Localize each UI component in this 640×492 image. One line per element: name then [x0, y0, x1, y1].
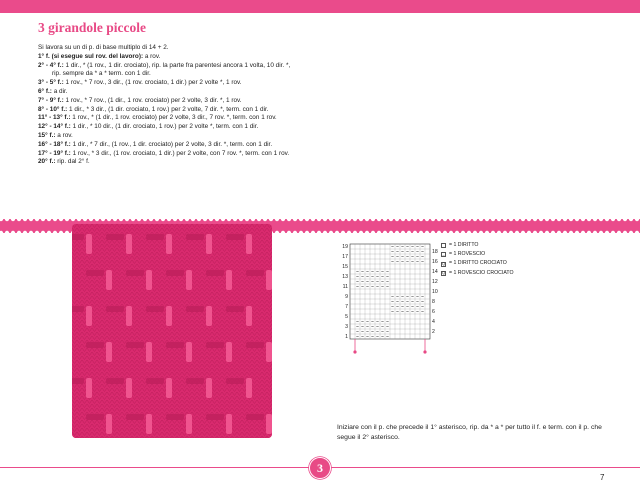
pattern-line: [38, 79, 458, 88]
knit-swatch-photo: [72, 224, 272, 438]
pattern-line: [38, 123, 458, 132]
row-text: rip. sempre da * a * term. con 1 dir.: [52, 70, 151, 78]
chart-row-number-right: 16: [432, 259, 438, 265]
row-text: 1 dir., * 7 dir., (1 rov., 1 dir. crociato) per 2 volte, 3 dir. *, term. con 1 dir.: [70, 140, 273, 148]
chart-row-number-left: 7: [345, 304, 348, 310]
pattern-line: [38, 114, 458, 123]
chart-row-number-right: 10: [432, 289, 438, 295]
pattern-line: [38, 158, 458, 167]
purl-stitch-icon: –: [442, 251, 445, 257]
row-text: 1 rov., * 7 rov., (1 dir., 1 rov. crociato) per 2 volte, 3 dir. *, 1 rov.: [63, 96, 242, 104]
pattern-line: [38, 132, 458, 141]
chart-row-number-left: 17: [342, 254, 348, 260]
pattern-line: [38, 70, 458, 79]
row-text: a dir.: [51, 87, 68, 95]
pattern-line: [38, 97, 458, 106]
row-text: a rov.: [55, 131, 73, 139]
chart-row-number-left: 1: [345, 334, 348, 340]
chart-row-number-left: 19: [342, 244, 348, 250]
chart-row-number-right: 6: [432, 309, 435, 315]
repeat-marker: [423, 350, 426, 353]
row-label: 17° - 19° f.:: [38, 149, 71, 157]
row-label: 12° - 14° f.:: [38, 123, 71, 131]
row-text: rip. dal 2° f.: [55, 158, 90, 166]
row-label: 2° - 4° f.:: [38, 61, 64, 69]
legend-item-rovescio-crociato: Q = 1 ROVESCIO CROCIATO: [441, 269, 514, 276]
chart-row-number-left: 9: [345, 294, 348, 300]
legend-item-diritto: = 1 DIRITTO: [441, 241, 514, 250]
chart-note: Iniziare con il p. che precede il 1° asterisco, rip. da * a * per tutto il f. e term. con il p. che segue il 2° asterisco.: [337, 424, 602, 441]
chart-row-number-right: 14: [432, 269, 438, 275]
row-text: a rov.: [143, 52, 161, 60]
pattern-line: [38, 62, 458, 71]
row-label: 20° f.:: [38, 158, 56, 166]
row-text: 1 dir., * 10 dir., (1 dir. crociato, 1 rov.) per 2 volte *, term. con 1 dir.: [70, 123, 259, 131]
pattern-line: [38, 53, 458, 62]
row-label: 3° - 5° f.:: [38, 79, 64, 87]
chart-row-number-left: 3: [345, 324, 348, 330]
pattern-line: [38, 141, 458, 150]
row-label: 1° f. (si esegue sul rov. del lavoro):: [38, 52, 144, 60]
row-text: 1 dir., * (1 rov., 1 dir. crociato), rip. la parte fra parentesi ancora 1 volta, 10 dir. *,: [63, 61, 291, 69]
chart-row-number-left: 15: [342, 264, 348, 270]
pattern-line: [38, 88, 458, 97]
pattern-instructions: [38, 44, 458, 167]
chart-row-number-right: 2: [432, 329, 435, 335]
row-label: 11° - 13° f.:: [38, 114, 71, 122]
row-text: 1 rov., * 3 dir., (1 rov. crociato, 1 dir.) per 2 volte, con 7 rov. *, term. con 1 rov.: [70, 149, 290, 157]
pattern-line: [38, 44, 458, 53]
row-text: 1 dir., * 3 dir., (1 dir. crociato, 1 rov.) per 2 volte, 7 dir. *, term. con 1 dir.: [67, 105, 269, 113]
chart-row-number-left: 13: [342, 274, 348, 280]
page-number: 7: [600, 473, 605, 482]
row-label: 8° - 10° f.:: [38, 105, 68, 113]
chart-row-number-right: 8: [432, 299, 435, 305]
chart-row-number-right: 4: [432, 319, 435, 325]
legend-item-diritto-crociato: Q = 1 DIRITTO CROCIATO: [441, 260, 507, 267]
row-label: 16° - 18° f.:: [38, 140, 71, 148]
section-badge: 3: [309, 457, 331, 479]
chart-row-number-right: 12: [432, 279, 438, 285]
row-label: 6° f.:: [38, 87, 52, 95]
twisted-knit-icon: Q: [441, 261, 446, 266]
chart-row-number-left: 5: [345, 314, 348, 320]
row-text: 1 rov., * 7 rov., 3 dir., (1 rov. crociato, 1 dir.) per 2 volte *, 1 rov.: [63, 79, 242, 87]
chart-row-number-right: 18: [432, 249, 438, 255]
twisted-purl-icon: Q: [441, 270, 446, 276]
row-text: 1 rov., * (1 dir., 1 rov. crociato) per 2 volte, 3 dir., 7 rov. *, term. con 1 rov.: [70, 114, 277, 122]
stitch-chart: [330, 238, 438, 356]
legend-item-rovescio: – = 1 ROVESCIO: [442, 251, 486, 258]
chart-legend: [441, 241, 514, 278]
row-label: 15° f.:: [38, 131, 56, 139]
chart-row-number-left: 11: [342, 284, 348, 290]
row-text: Si lavora su un di p. di base multiplo di 14 + 2.: [38, 44, 169, 51]
row-label: 7° - 9° f.:: [38, 96, 64, 104]
knit-stitch-icon: [441, 243, 446, 248]
pattern-line: [38, 150, 458, 159]
page-title: 3 girandole piccole: [38, 20, 146, 35]
repeat-marker: [353, 350, 356, 353]
top-color-bar: [0, 0, 640, 13]
